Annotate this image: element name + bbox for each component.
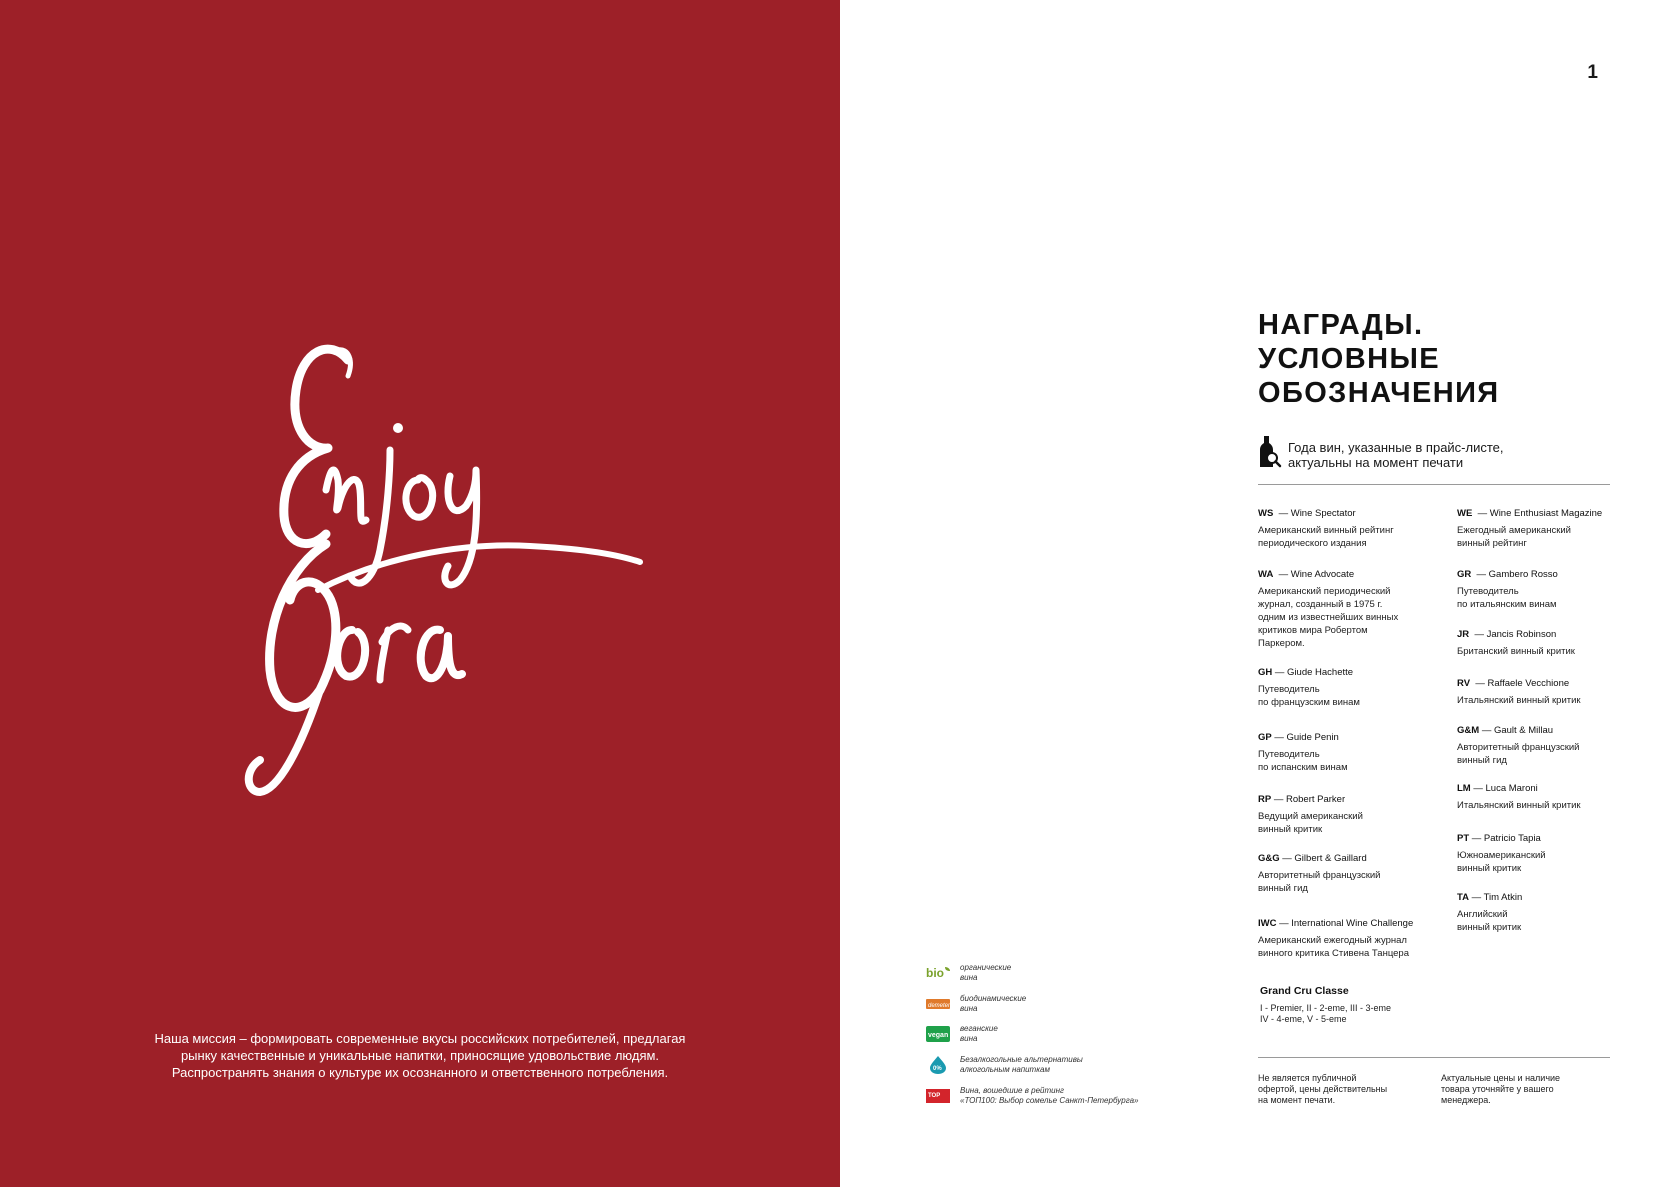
rating-name: — Luca Maroni [1473, 783, 1538, 794]
rating-desc: винный рейтинг [1457, 538, 1527, 549]
top100-icon [925, 1087, 951, 1105]
legend-item-vegan [925, 1024, 998, 1044]
mission-line: Наша миссия – формировать современные вкусы российских потребителей, предлагая [154, 1031, 686, 1046]
note-line: актуальны на момент печати [1288, 455, 1464, 470]
rating-desc: Южноамериканский [1457, 850, 1546, 861]
rating-desc: критиков мира Робертом [1258, 625, 1368, 636]
rating-entry [1457, 629, 1637, 658]
rating-desc: одним из известнейших винных [1258, 612, 1399, 623]
legend-item-demeter [925, 994, 1026, 1014]
rating-name: — Wine Advocate [1278, 569, 1355, 580]
disclaimer-line: офертой, цены действительны [1258, 1084, 1388, 1094]
rating-entry [1457, 508, 1637, 550]
rating-entry [1258, 918, 1438, 960]
rating-code: G&G [1258, 853, 1280, 864]
divider [1258, 1057, 1610, 1058]
offer-disclaimer [1258, 1073, 1418, 1106]
rating-name: — Robert Parker [1273, 794, 1346, 805]
svg-text:TOP: TOP [928, 1093, 941, 1099]
zero-percent-icon [925, 1056, 951, 1074]
legend-label: алкогольным напиткам [960, 1065, 1050, 1074]
mission-line: Распространять знания о культуре их осознанного и ответственного потребления. [171, 1065, 669, 1080]
legend-label: веганские [960, 1024, 998, 1033]
rating-desc: Ежегодный американский [1457, 525, 1571, 536]
rating-name: — Tim Atkin [1471, 892, 1523, 903]
rating-desc: по итальянским винам [1457, 599, 1557, 610]
rating-desc: Паркером. [1258, 638, 1305, 649]
rating-desc: периодического издания [1258, 538, 1367, 549]
rating-name: — Wine Enthusiast Magazine [1477, 508, 1603, 519]
rating-desc: Американский винный рейтинг [1258, 525, 1394, 536]
rating-code: PT [1457, 833, 1470, 844]
rating-desc: Авторитетный французский [1457, 742, 1580, 753]
legend-label: «ТОП100: Выбор сомелье Санкт-Петербурга» [960, 1096, 1139, 1105]
rating-desc: Ведущий американский [1258, 811, 1363, 822]
rating-name: — Patricio Tapia [1471, 833, 1541, 844]
rating-code: TA [1457, 892, 1469, 903]
vintage-note [1258, 434, 1504, 470]
legend-item-top100 [925, 1086, 1138, 1106]
legend-label: биодинамические [960, 994, 1027, 1003]
rating-desc: винный гид [1457, 755, 1507, 766]
legend-label: Безалкогольные альтернативы [960, 1055, 1083, 1064]
rating-entry [1457, 783, 1637, 812]
svg-text:demeter: demeter [928, 1003, 951, 1009]
vegan-icon [925, 1025, 951, 1043]
rating-entry [1457, 678, 1637, 707]
disclaimer-line: менеджера. [1441, 1095, 1491, 1105]
bio-icon [925, 964, 951, 982]
rating-desc: Путеводитель [1258, 749, 1320, 760]
title-line: УСЛОВНЫЕ [1258, 343, 1440, 375]
svg-text:bio: bio [926, 966, 944, 980]
rating-desc: Путеводитель [1457, 586, 1519, 597]
grand-cru-title: Grand Cru Classe [1260, 985, 1349, 997]
rating-desc: Британский винный критик [1457, 646, 1575, 657]
rating-entry [1457, 833, 1637, 875]
rating-name: — Raffaele Vecchione [1475, 678, 1570, 689]
title-line: ОБОЗНАЧЕНИЯ [1258, 377, 1500, 409]
rating-name: — Guide Penin [1274, 732, 1339, 743]
rating-desc: Американский периодический [1258, 586, 1391, 597]
disclaimer-line: товара уточняйте у вашего [1441, 1084, 1554, 1094]
rating-code: GP [1258, 732, 1272, 743]
rating-desc: винный гид [1258, 883, 1308, 894]
rating-desc: журнал, созданный в 1975 г. [1258, 599, 1383, 610]
rating-desc: Авторитетный французский [1258, 870, 1381, 881]
rating-desc: Английский [1457, 909, 1508, 920]
rating-desc: по испанским винам [1258, 762, 1348, 773]
vintage-note-text [1288, 434, 1504, 470]
mission-statement [60, 1030, 780, 1081]
rating-code: WE [1457, 508, 1473, 519]
rating-desc: Путеводитель [1258, 684, 1320, 695]
disclaimer-line: на момент печати. [1258, 1095, 1336, 1105]
disclaimer-line: Актуальные цены и наличие [1441, 1073, 1561, 1083]
mission-line: рынку качественные и уникальные напитки, приносящие удовольствие людям. [180, 1048, 660, 1063]
rating-name: — International Wine Challenge [1279, 918, 1414, 929]
rating-desc: Итальянский винный критик [1457, 695, 1581, 706]
grand-cru-line: IV - 4-eme, V - 5-eme [1260, 1014, 1347, 1024]
rating-name: — Gilbert & Gaillard [1282, 853, 1367, 864]
legend-label: Вина, вошедшие в рейтинг [960, 1086, 1064, 1095]
legend-label: органические [960, 963, 1012, 972]
rating-entry [1258, 853, 1438, 895]
note-line: Года вин, указанные в прайс-листе, [1288, 440, 1504, 455]
rating-desc: Американский ежегодный журнал [1258, 935, 1407, 946]
rating-desc: винный критик [1457, 922, 1522, 933]
svg-text:vegan: vegan [928, 1032, 949, 1039]
title-line: НАГРАДЫ. [1258, 309, 1424, 341]
disclaimer-line: Не является публичной [1258, 1073, 1357, 1083]
bottle-search-icon [1258, 434, 1282, 470]
rating-code: WA [1258, 569, 1274, 580]
grand-cru-classe [1260, 985, 1391, 1025]
rating-desc: Итальянский винный критик [1457, 800, 1581, 811]
prices-note [1441, 1073, 1601, 1106]
legend-item-bio [925, 963, 1011, 983]
rating-desc: винного критика Стивена Танцера [1258, 948, 1410, 959]
rating-entry [1258, 794, 1438, 836]
rating-entry [1457, 725, 1637, 767]
svg-text:0%: 0% [933, 1066, 942, 1072]
page-number: 1 [1587, 62, 1598, 83]
rating-name: — Jancis Robinson [1474, 629, 1557, 640]
rating-code: JR [1457, 629, 1470, 640]
legend-label: вина [960, 973, 978, 982]
legend-item-zero [925, 1055, 1083, 1075]
script-logo-icon [230, 330, 710, 870]
rating-entry [1258, 569, 1438, 650]
rating-desc: винный критик [1258, 824, 1323, 835]
rating-name: — Gambero Rosso [1476, 569, 1558, 580]
rating-code: LM [1457, 783, 1471, 794]
rating-name: — Wine Spectator [1278, 508, 1356, 519]
rating-code: GR [1457, 569, 1472, 580]
rating-code: G&M [1457, 725, 1480, 736]
legend-label: вина [960, 1034, 978, 1043]
rating-entry [1258, 732, 1438, 774]
rating-entry [1457, 569, 1637, 611]
rating-entry [1258, 508, 1438, 550]
page-title [1258, 308, 1500, 410]
enjoy-jora-logo [230, 330, 710, 870]
rating-code: WS [1258, 508, 1274, 519]
rating-desc: по французским винам [1258, 697, 1360, 708]
divider [1258, 484, 1610, 485]
rating-name: — Gault & Millau [1481, 725, 1554, 736]
rating-entry [1457, 892, 1637, 934]
rating-entry [1258, 667, 1438, 709]
rating-code: GH [1258, 667, 1273, 678]
rating-code: RV [1457, 678, 1471, 689]
rating-desc: винный критик [1457, 863, 1522, 874]
grand-cru-line: I - Premier, II - 2-eme, III - 3-eme [1260, 1003, 1392, 1013]
rating-name: — Giude Hachette [1274, 667, 1354, 678]
legend-label: вина [960, 1004, 978, 1013]
rating-code: RP [1258, 794, 1272, 805]
demeter-icon [925, 995, 951, 1013]
rating-code: IWC [1258, 918, 1277, 929]
